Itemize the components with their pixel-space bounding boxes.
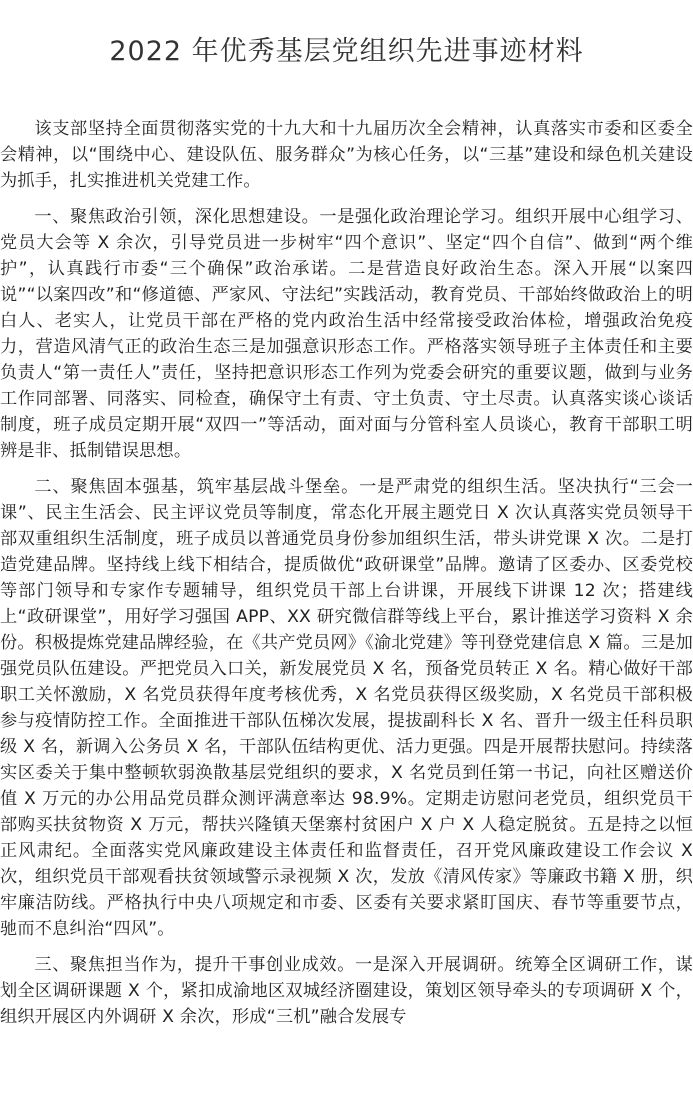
paragraph-intro: 该支部坚持全面贯彻落实党的十九大和十九届历次全会精神，认真落实市委和区委全会精神，以“围绕中心、建设队伍、服务群众”为核心任务，以“三基”建设和绿色机关建设为抓手，扎实推进机关党建工作。 bbox=[0, 119, 693, 191]
paragraph-section-2: 二、聚焦固本强基，筑牢基层战斗堡垒。一是严肃党的组织生活。坚决执行“三会一课”、民主生活会、民主评议党员等制度，常态化开展主题党日 X 次认真落实党员领导干部双重组织生活制度，班子成员以普通党员身份参加组织生活，带头讲党课 X 次。二是打造党建品牌。坚持线上线下相结合，提质做优“政研课堂”品牌。邀请了区委办、区委党校等部门领导和专家作专题辅导，组织党员干部上台讲课，开展线下讲课 12 次；搭建线上“政研课堂”，用好学习强国 APP、XX 研究微信群等线上平台，累计推送学习资料 X 余份。积极提炼党建品牌经验，在《共产党员网》《渝北党建》等刊登党建信息 X 篇。三是加强党员队伍建设。严把党员入口关，新发展党员 X 名，预备党员转正 X 名。精心做好干部职工关怀激励，X 名党员获得年度考核优秀，X 名党员获得区级奖励，X 名党员干部积极参与疫情防控工作。全面推进干部队伍梯次发展，提拔副科长 X 名、晋升一级主任科员职级 X 名，新调入公务员 X 名，干部队伍结构更优、活力更强。四是开展帮扶慰问。持续落实区委关于集中整顿软弱涣散基层党组织的要求，X 名党员到任第一书记，向社区赠送价值 X 万元的办公用品党员群众测评满意率达 98.9%。定期走访慰问老党员，组织党员干部购买扶贫物资 X 万元，帮扶兴隆镇天堡寨村贫困户 X 户 X 人稳定脱贫。五是持之以恒正风肃纪。全面落实党风廉政建设主体责任和监督责任，召开党风廉政建设工作会议 X 次，组织党员干部观看扶贫领域警示录视频 X 次，发放《清风传家》等廉政书籍 X 册，织牢廉洁防线。严格执行中央八项规定和市委、区委有关要求紧盯国庆、春节等重要节点，驰而不息纠治“四风”。 bbox=[0, 477, 693, 939]
paragraph-section-3: 三、聚焦担当作为，提升干事创业成效。一是深入开展调研。统筹全区调研工作，谋划全区调研课题 X 个，紧扣成渝地区双城经济圈建设，策划区领导牵头的专项调研 X 个，组织开展区内外调研 X 余次，形成“三机”融合发展专 bbox=[0, 955, 693, 1027]
paragraph-section-1: 一、聚焦政治引领，深化思想建设。一是强化政治理论学习。组织开展中心组学习、党员大会等 X 余次，引导党员进一步树牢“四个意识”、坚定“四个自信”、做到“两个维护”，认真践行市委“三个确保”政治承诺。二是营造良好政治生态。深入开展“以案四说”“以案四改”和“修道德、严家风、守法纪”实践活动，教育党员、干部始终做政治上的明白人、老实人，让党员干部在严格的党内政治生活中经常接受政治体检，增强政治免疫力，营造风清气正的政治生态三是加强意识形态工作。严格落实领导班子主体责任和主要负责人“第一责任人”责任，坚持把意识形态工作列为党委会研究的重要议题，做到与业务工作同部署、同落实、同检查，确保守土有责、守土负责、守土尽责。认真落实谈心谈话制度，班子成员定期开展“双四一”等活动，面对面与分管科室人员谈心，教育干部职工明辨是非、抵制错误思想。 bbox=[0, 207, 693, 461]
document-body bbox=[0, 116, 693, 1040]
document-title: 2022 年优秀基层党组织先进事迹材料 bbox=[109, 36, 584, 67]
